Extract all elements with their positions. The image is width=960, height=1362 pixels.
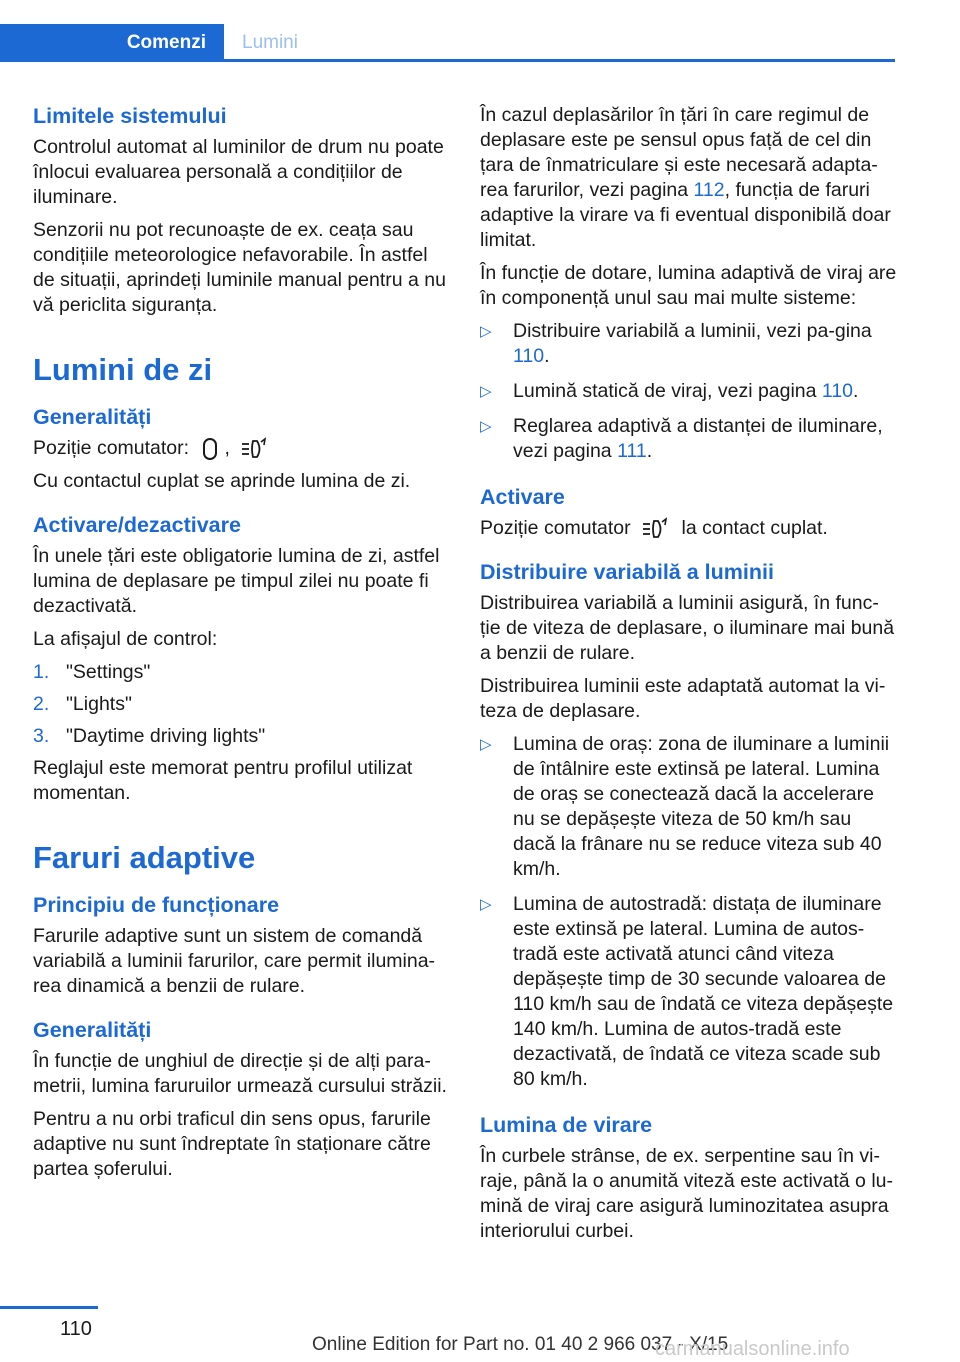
paragraph: În unele țări este obligatorie lumina de zi, astfel lumina de deplasare pe timpul zilei nu poate fi dezactivată. — [33, 545, 440, 617]
bullet-triangle-icon: ▷ — [480, 418, 492, 435]
list-item: ▷ Lumina de oraș: zona de iluminare a luminii de întâlnire este extinsă pe lateral. Lumina de oraș se conectează dacă la accelerare nu se depășește viteza de 50 km/h sau dacă la frânare nu se reduce viteza sub 40 km/h. — [480, 733, 890, 880]
watermark: carmanualsonline.info — [655, 1338, 850, 1360]
paragraph: În funcție de dotare, lumina adaptivă de viraj are în componență unul sau mai multe sisteme: — [480, 262, 897, 309]
heading-generalitati-2: Generalități — [33, 1018, 152, 1042]
steps-list — [33, 660, 453, 749]
right-column — [480, 103, 898, 1252]
tab-comenzi[interactable]: Comenzi — [0, 24, 224, 62]
systems-list — [480, 319, 898, 464]
automatic-headlight-icon — [241, 437, 269, 461]
tab-lumini[interactable]: Lumini — [242, 32, 298, 53]
paragraph: Senzorii nu pot recunoaște de ex. ceața sau condițiile meteorologice nefavorabile. În astfel de situații, aprindeți luminile manual pentru a nu vă periclita siguranța. — [33, 219, 446, 316]
bullet-triangle-icon: ▷ — [480, 896, 492, 913]
modes-list — [480, 732, 898, 1092]
heading-distribuire: Distribuire variabilă a luminii — [480, 560, 774, 584]
footer-rule — [0, 1306, 98, 1309]
header-rule — [0, 59, 895, 62]
list-item: ▷ Lumină statică de viraj, vezi pagina 110. — [480, 380, 859, 402]
bullet-triangle-icon: ▷ — [480, 383, 492, 400]
list-item: 2. "Lights" — [33, 693, 132, 715]
paragraph: Distribuirea luminii este adaptată automat la vi‐teza de deplasare. — [480, 675, 886, 722]
bullet-triangle-icon: ▷ — [480, 323, 492, 340]
heading-generalitati: Generalități — [33, 405, 152, 429]
paragraph: La afișajul de control: — [33, 628, 218, 650]
paragraph: Farurile adaptive sunt un sistem de comandă variabilă a luminii farurilor, care permit ilumina‐rea dinamică a benzii de rulare. — [33, 925, 436, 997]
page-number: 110 — [60, 1318, 92, 1340]
page-link[interactable]: 110 — [821, 380, 854, 402]
paragraph-activare: Poziție comutator la contact cuplat. — [480, 517, 828, 539]
page-link[interactable]: 112 — [693, 179, 725, 201]
bullet-triangle-icon: ▷ — [480, 736, 492, 753]
heading-activare: Activare — [480, 485, 565, 509]
left-column — [33, 103, 453, 1190]
list-item: ▷ Distribuire variabilă a luminii, vezi pa‐gina 110. — [480, 320, 872, 367]
automatic-headlight-icon — [642, 517, 670, 541]
heading-lumini-de-zi: Lumini de zi — [33, 352, 213, 387]
list-item: ▷ Reglarea adaptivă a distanței de iluminare, vezi pagina 111. — [480, 415, 883, 462]
paragraph-intro: În cazul deplasărilor în țări în care regimul de deplasare este pe sensul opus față de cel din țara de înmatriculare și este necesară adapta‐rea farurilor, vezi pagina 112, funcția de faruri adaptive la virare va fi eventual disponibilă doar limitat. — [480, 104, 891, 251]
paragraph-pozitie: Poziție comutator: , — [33, 436, 453, 461]
edition-note: Online Edition for Part no. 01 40 2 966 037 - X/15 — [312, 1334, 729, 1355]
switch-off-position-icon — [201, 437, 219, 461]
heading-faruri-adaptive: Faruri adaptive — [33, 840, 256, 875]
list-item: 1. "Settings" — [33, 661, 151, 683]
heading-limitele-sistemului: Limitele sistemului — [33, 104, 227, 128]
heading-activare-dezactivare: Activare/dezactivare — [33, 513, 241, 537]
header-tabbar — [0, 24, 895, 62]
paragraph: Controlul automat al luminilor de drum nu poate înlocui evaluarea personală a condițiilor de iluminare. — [33, 136, 444, 208]
heading-lumina-de-virare: Lumina de virare — [480, 1113, 653, 1137]
paragraph: Distribuirea variabilă a luminii asigură, în func‐ție de viteza de deplasare, o iluminare mai bună a benzii de rulare. — [480, 592, 895, 664]
paragraph: În funcție de unghiul de direcție și de alți para‐metrii, lumina faruruilor urmează cursului străzii. — [33, 1050, 447, 1097]
page-link[interactable]: 110 — [513, 345, 545, 367]
page-link[interactable]: 111 — [617, 440, 647, 462]
list-item: 3. "Daytime driving lights" — [33, 725, 266, 747]
list-item: ▷ Lumina de autostradă: distața de iluminare este extinsă pe lateral. Lumina de autos‐tradă este activată atunci când viteza depășește timp de 30 secunde valoarea de 110 km/h sau de îndată ce viteza depășește 140 km/h. Lumina de autos‐tradă este dezactivată, de îndată ce viteza scade sub 80 km/h. — [480, 893, 894, 1090]
paragraph: Cu contactul cuplat se aprinde lumina de zi. — [33, 470, 411, 492]
heading-principiu: Principiu de funcționare — [33, 893, 280, 917]
paragraph: Reglajul este memorat pentru profilul utilizat momentan. — [33, 757, 413, 804]
paragraph: Pentru a nu orbi traficul din sens opus, farurile adaptive nu sunt îndreptate în staționare către partea șoferului. — [33, 1108, 431, 1180]
paragraph: În curbele strânse, de ex. serpentine sau în vi‐raje, până la o anumită viteză este activată o lu‐mină de viraj care asigură luminozitatea asupra interiorului curbei. — [480, 1145, 893, 1242]
